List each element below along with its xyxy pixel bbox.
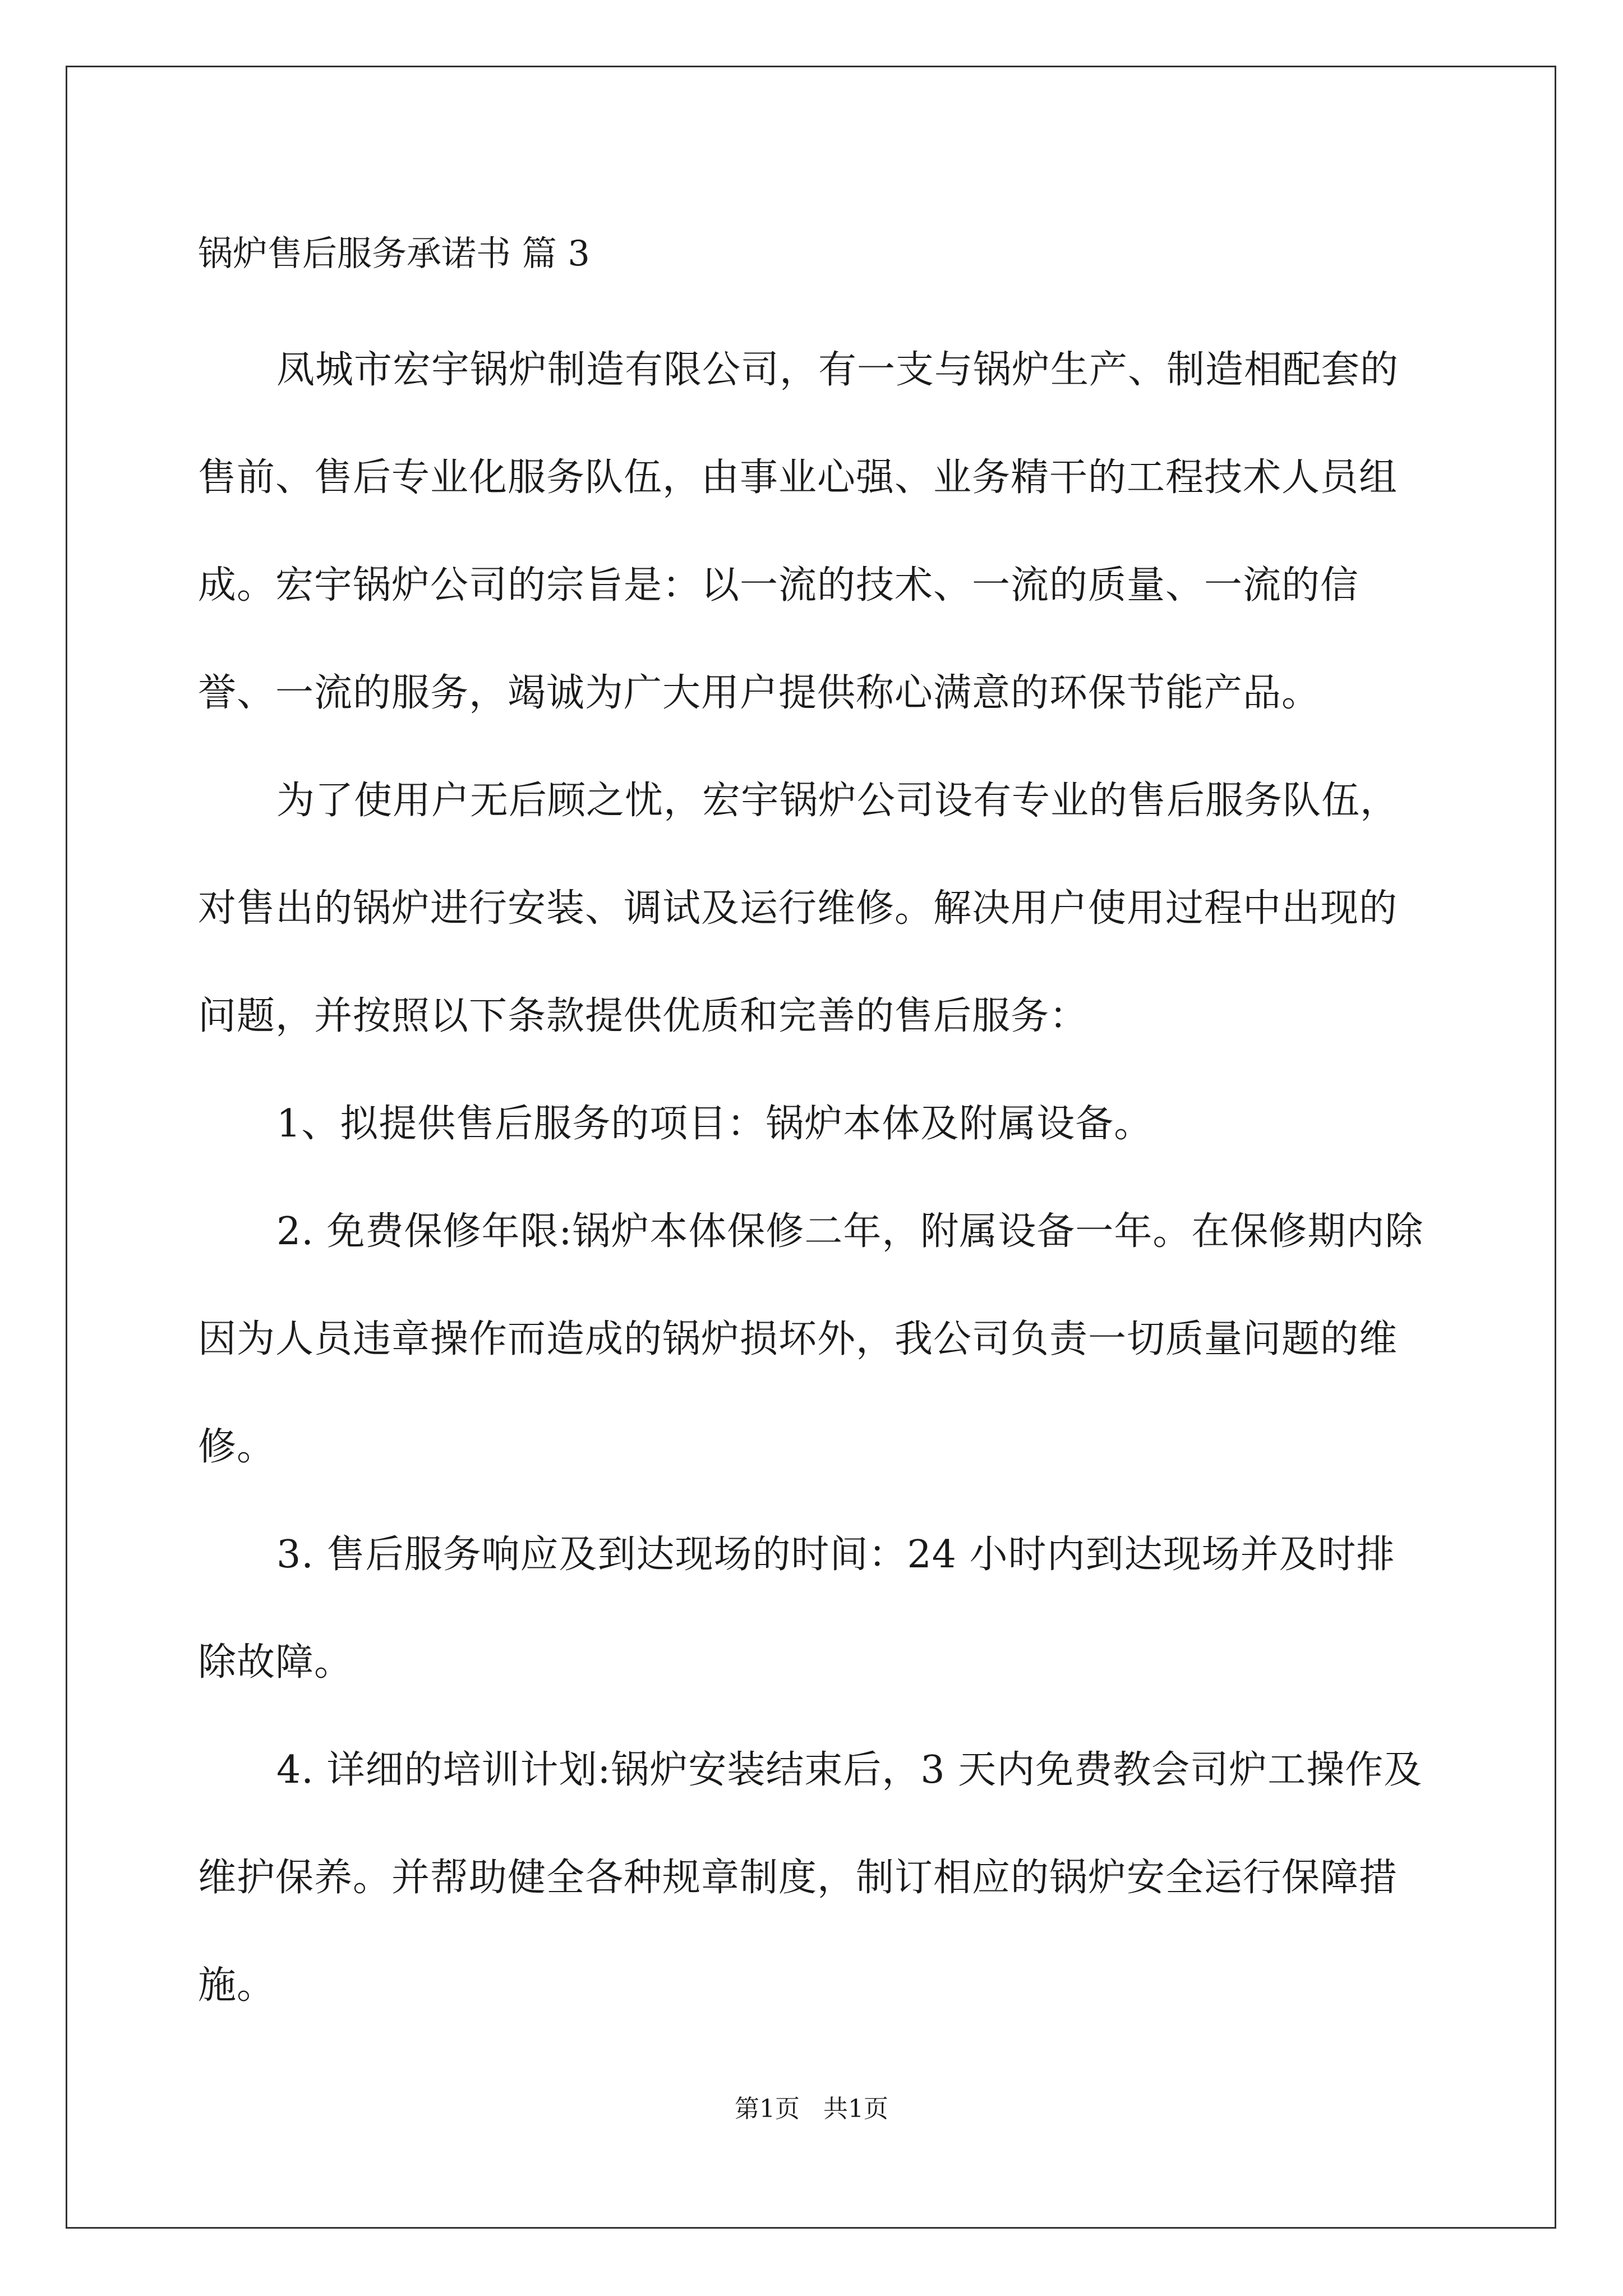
- paragraph-item-1: 1、拟提供售后服务的项目：锅炉本体及附属设备。: [276, 1102, 1153, 1146]
- paragraph-item-4: 4. 详细的培训计划:锅炉安装结束后，3 天内免费教会司炉工操作及维护保养。并帮助健全各种规章制度，制订相应的锅炉安全运行保障措施。: [198, 1748, 1423, 2008]
- document-title: 锅炉售后服务承诺书 篇 3: [198, 233, 590, 274]
- paragraph-service-team: 为了使用户无后顾之忧，宏宇锅炉公司设有专业的售后服务队伍，对售出的锅炉进行安装、调试及运行维修。解决用户使用过程中出现的问题，并按照以下条款提供优质和完善的售后服务：: [198, 779, 1399, 1038]
- paragraph-intro: 凤城市宏宇锅炉制造有限公司，有一支与锅炉生产、制造相配套的售前、售后专业化服务队伍，由事业心强、业务精干的工程技术人员组成。宏宇锅炉公司的宗旨是：以一流的技术、一流的质量、一流的信誉、一流的服务，竭诚为广大用户提供称心满意的环保节能产品。: [198, 348, 1399, 715]
- paragraph-item-3: 3. 售后服务响应及到达现场的时间：24 小时内到达现场并及时排除故障。: [198, 1533, 1395, 1685]
- paragraph-item-2: 2. 免费保修年限:锅炉本体保修二年，附属设备一年。在保修期内除因为人员违章操作而造成的锅炉损坏外，我公司负责一切质量问题的维修。: [198, 1209, 1424, 1469]
- page-number-footer: 第1页 共1页: [735, 2095, 888, 2123]
- document-body: [198, 316, 1426, 2040]
